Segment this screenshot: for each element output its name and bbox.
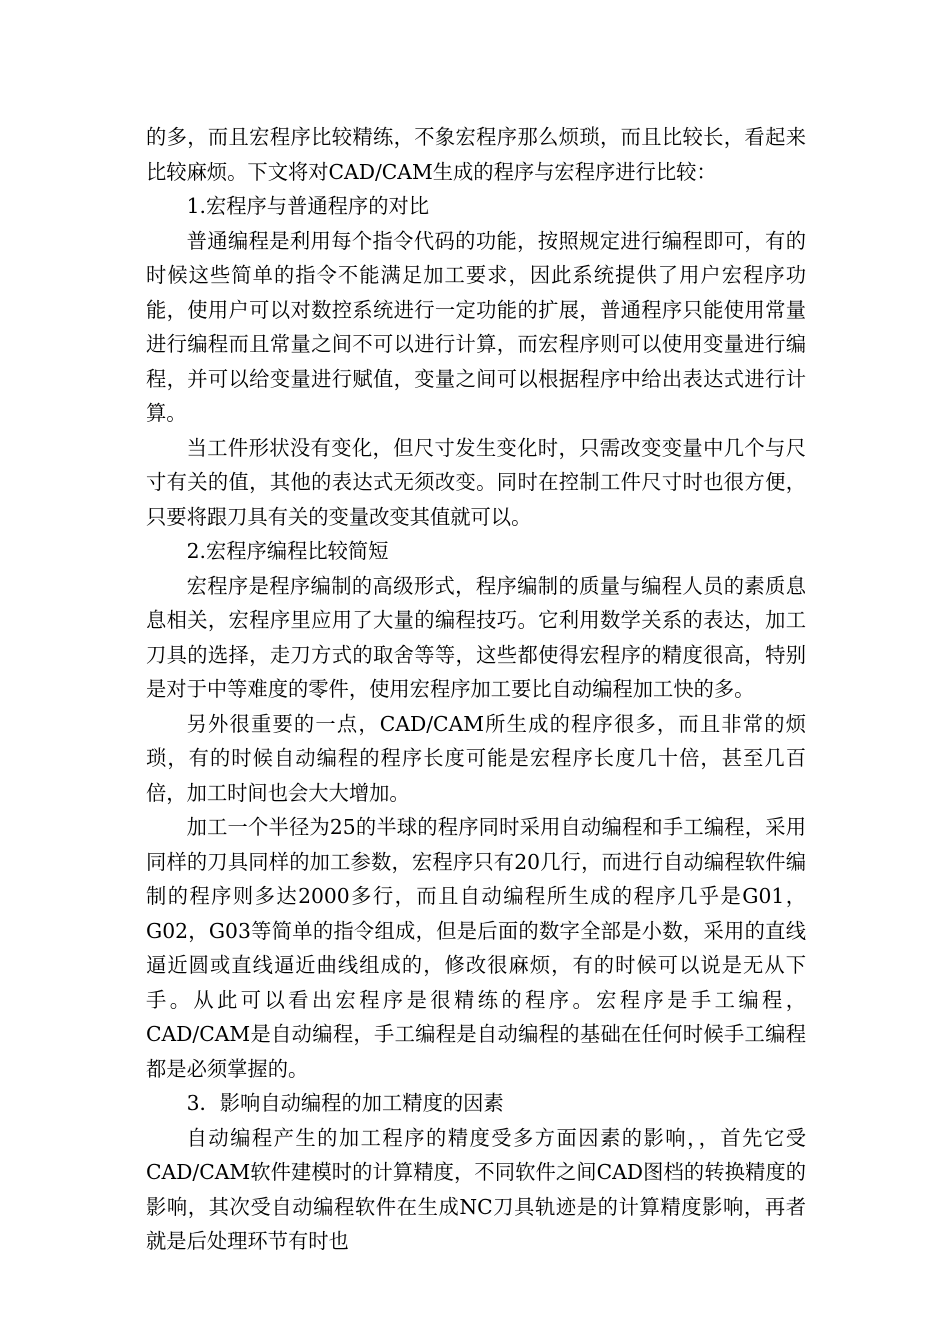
section-heading-2: 2.宏程序编程比较简短 [186, 539, 389, 563]
paragraph: 自动编程产生的加工程序的精度受多方面因素的影响，，首先它受CAD/CAM软件建模时的计算精度，不同软件之间CAD图档的转换精度的影响，其次受自动编程软件在生成NC刀具轨迹是的计算精度影响，再者就是后处理环节有时也 [146, 1125, 806, 1253]
paragraph: 另外很重要的一点，CAD/CAM所生成的程序很多，而且非常的烦琐，有的时候自动编程的程序长度可能是宏程序长度几十倍，甚至几百倍，加工时间也会大大增加。 [146, 711, 806, 805]
paragraph-continuation: 的多，而且宏程序比较精练，不象宏程序那么烦琐，而且比较长，看起来比较麻烦。下文将对CAD/CAM生成的程序与宏程序进行比较： [146, 125, 806, 184]
paragraph: 加工一个半径为25的半球的程序同时采用自动编程和手工编程，采用同样的刀具同样的加工参数，宏程序只有20几行，而进行自动编程软件编制的程序则多达2000多行，而且自动编程所生成的程序几乎是G01，G02，G03等简单的指令组成，但是后面的数字全部是小数，采用的直线逼近圆或直线逼近曲线组成的，修改很麻烦，有的时候可以说是无从下手。从此可以看出宏程序是很精练的程序。宏程序是手工编程，CAD/CAM是自动编程，手工编程是自动编程的基础在任何时候手工编程都是必须掌握的。 [146, 815, 806, 1081]
paragraph: 普通编程是利用每个指令代码的功能，按照规定进行编程即可，有的时候这些简单的指令不能满足加工要求，因此系统提供了用户宏程序功能，使用户可以对数控系统进行一定功能的扩展，普通程序只能使用常量进行编程而且常量之间不可以进行计算，而宏程序则可以使用变量进行编程，并可以给变量进行赋值，变量之间可以根据程序中给出表达式进行计算。 [146, 228, 806, 425]
paragraph: 当工件形状没有变化，但尺寸发生变化时，只需改变变量中几个与尺寸有关的值，其他的表达式无须改变。同时在控制工件尺寸时也很方便，只要将跟刀具有关的变量改变其值就可以。 [146, 435, 806, 529]
section-heading-3: 3．影响自动编程的加工精度的因素 [186, 1091, 504, 1115]
document-page [146, 120, 806, 1259]
section-heading-1: 1.宏程序与普通程序的对比 [186, 194, 430, 218]
paragraph: 宏程序是程序编制的高级形式，程序编制的质量与编程人员的素质息息相关，宏程序里应用了大量的编程技巧。它利用数学关系的表达，加工刀具的选择，走刀方式的取舍等等，这些都使得宏程序的精度很高，特别是对于中等难度的零件，使用宏程序加工要比自动编程加工快的多。 [146, 573, 806, 701]
